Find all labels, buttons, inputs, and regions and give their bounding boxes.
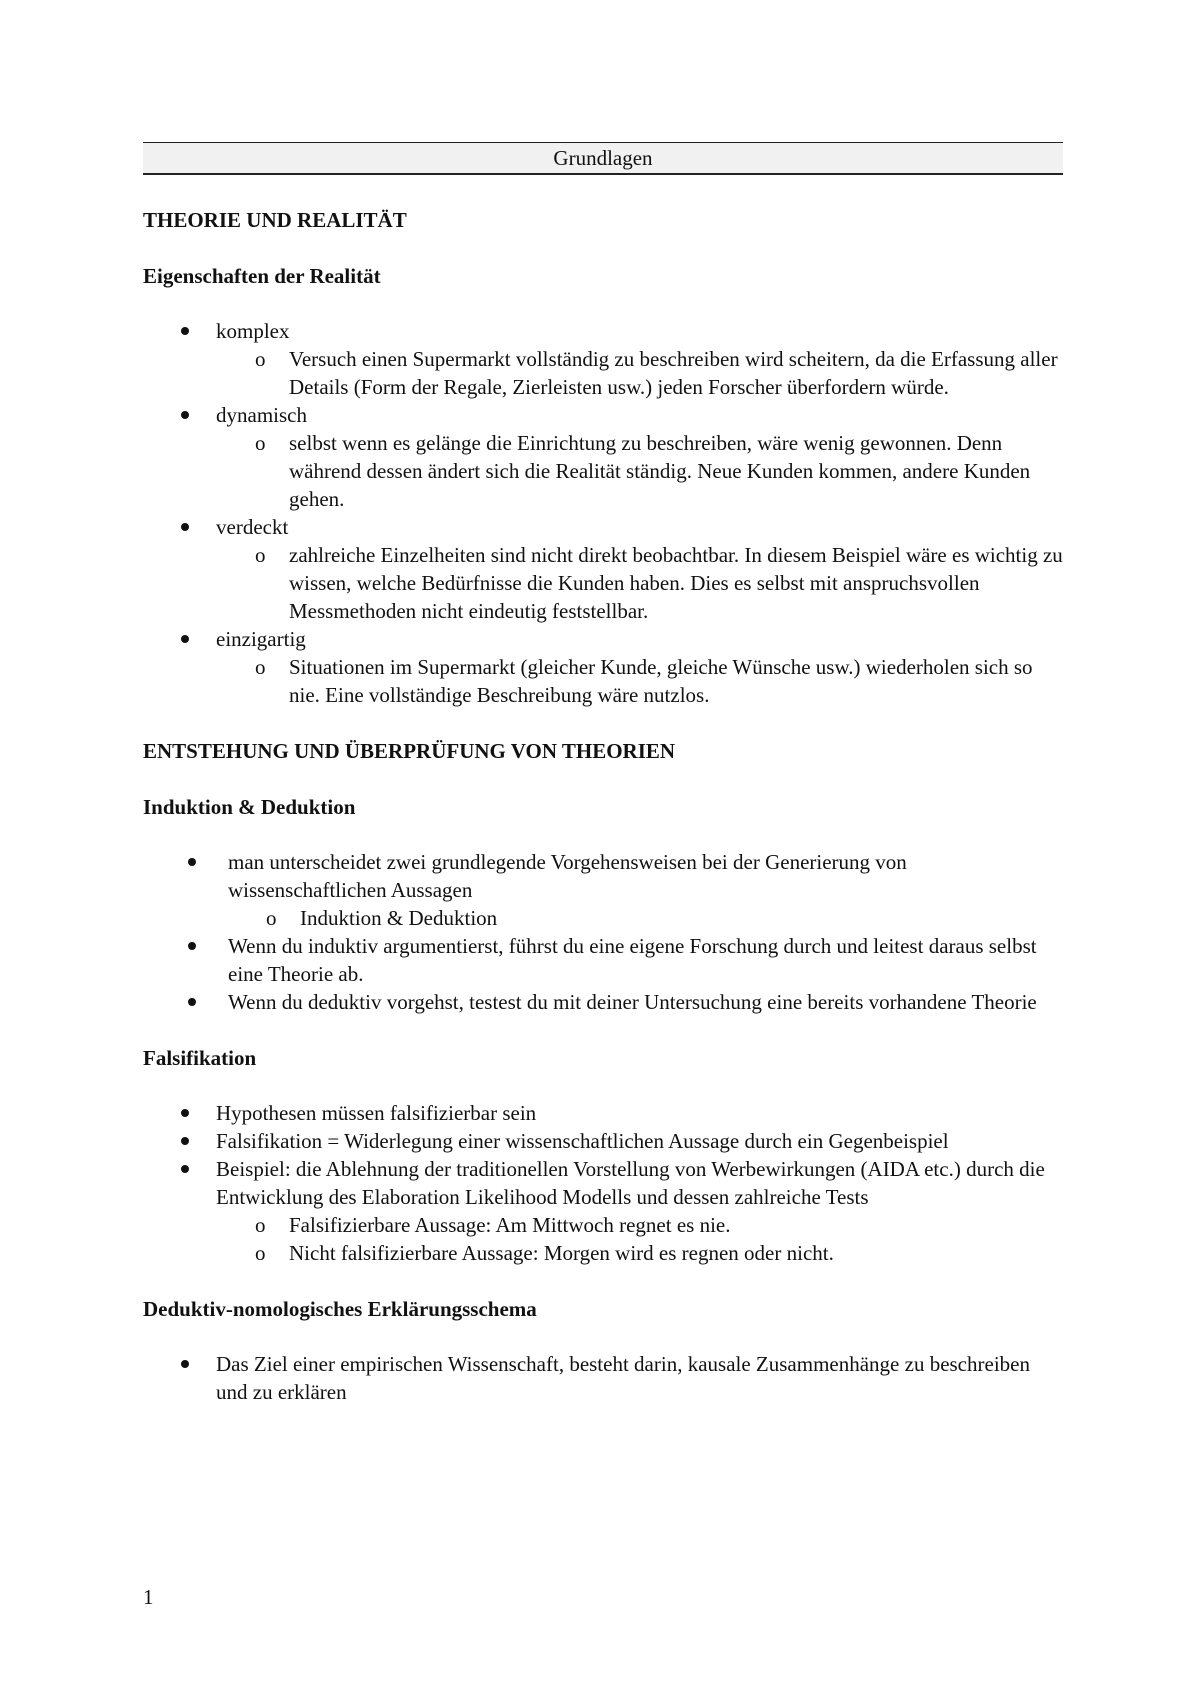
sub-list-item-text: Versuch einen Supermarkt vollständig zu beschreiben wird scheitern, da die Erfassung aller Details (Form der Regale, Zierleisten usw.) jeden Forscher überfordern würde. [289, 347, 1058, 399]
sub-list-item-text: zahlreiche Einzelheiten sind nicht direkt beobachtbar. In diesem Beispiel wäre es wichtig zu wissen, welche Bedürfnisse die Kunden haben. Dies es selbst mit anspruchsvollen Messmethoden nicht eindeutig feststellbar. [289, 543, 1063, 623]
circle-bullet-icon: o [255, 655, 266, 679]
page-number: 1 [143, 1585, 154, 1609]
bullet-icon [181, 1137, 189, 1145]
list-eigenschaften [143, 317, 1063, 709]
list-item [143, 1099, 1063, 1127]
list-item [143, 988, 1063, 1016]
bullet-icon [181, 635, 189, 643]
sub-list-item-text: Situationen im Supermarkt (gleicher Kunde, gleiche Wünsche usw.) wiederholen sich so nie. Eine vollständige Beschreibung wäre nutzlos. [289, 655, 1033, 707]
bullet-icon [181, 1109, 189, 1117]
subheading-dn-schema: Deduktiv-nomologisches Erklärungsschema [143, 1297, 537, 1321]
list-item-label: Falsifikation = Widerlegung einer wissenschaftlichen Aussage durch ein Gegenbeispiel [216, 1129, 949, 1153]
circle-bullet-icon: o [255, 347, 266, 371]
list-item-label: verdeckt [216, 515, 289, 539]
section-heading-entstehung: ENTSTEHUNG UND ÜBERPRÜFUNG VON THEORIEN [143, 739, 676, 763]
sub-list-item-text: Induktion & Deduktion [300, 906, 498, 930]
bullet-icon [188, 998, 196, 1006]
bullet-icon [181, 1165, 189, 1173]
circle-bullet-icon: o [266, 906, 277, 930]
sub-list-item-text: Falsifizierbare Aussage: Am Mittwoch regnet es nie. [289, 1213, 731, 1237]
list-item [143, 317, 1063, 401]
list-item-label: Wenn du deduktiv vorgehst, testest du mit deiner Untersuchung eine bereits vorhandene Theorie [228, 990, 1037, 1014]
sub-list-item [143, 429, 1063, 513]
subheading-eigenschaften: Eigenschaften der Realität [143, 264, 381, 288]
bullet-icon [181, 327, 189, 335]
sub-list-item [143, 345, 1063, 401]
list-item [143, 1350, 1063, 1406]
sub-list-item [143, 904, 1063, 932]
sub-list-item-text: Nicht falsifizierbare Aussage: Morgen wird es regnen oder nicht. [289, 1241, 834, 1265]
circle-bullet-icon: o [255, 431, 266, 455]
list-item [143, 1127, 1063, 1155]
section-heading-theorie: THEORIE UND REALITÄT [143, 208, 407, 232]
list-dn-schema [143, 1350, 1063, 1406]
list-induktion [143, 848, 1063, 1016]
sub-list-item-text: selbst wenn es gelänge die Einrichtung zu beschreiben, wäre wenig gewonnen. Denn während dessen ändert sich die Realität ständig. Neue Kunden kommen, andere Kunden gehen. [289, 431, 1031, 511]
header-title: Grundlagen [553, 146, 653, 170]
list-item [143, 401, 1063, 513]
sub-list-item [143, 1239, 1063, 1267]
list-item-label: man unterscheidet zwei grundlegende Vorgehensweisen bei der Generierung von wissenschaftlichen Aussagen [228, 850, 907, 902]
list-item-label: Wenn du induktiv argumentierst, führst du eine eigene Forschung durch und leitest daraus selbst eine Theorie ab. [228, 934, 1037, 986]
bullet-icon [188, 858, 196, 866]
list-item [143, 1155, 1063, 1267]
list-item-label: Beispiel: die Ablehnung der traditionellen Vorstellung von Werbewirkungen (AIDA etc.) durch die Entwicklung des Elaboration Likelihood Modells und dessen zahlreiche Tests [216, 1157, 1045, 1209]
sub-list-item [143, 1211, 1063, 1239]
list-item [143, 932, 1063, 988]
list-item [143, 848, 1063, 932]
list-item-label: dynamisch [216, 403, 307, 427]
subheading-induktion: Induktion & Deduktion [143, 795, 356, 819]
running-header [143, 142, 1063, 175]
circle-bullet-icon: o [255, 543, 266, 567]
document-body [143, 206, 1063, 1406]
list-item [143, 513, 1063, 625]
list-item [143, 625, 1063, 709]
bullet-icon [181, 1360, 189, 1368]
bullet-icon [181, 411, 189, 419]
circle-bullet-icon: o [255, 1213, 266, 1237]
list-item-label: komplex [216, 319, 290, 343]
subheading-falsifikation: Falsifikation [143, 1046, 257, 1070]
list-item-label: Hypothesen müssen falsifizierbar sein [216, 1101, 537, 1125]
sub-list-item [143, 653, 1063, 709]
bullet-icon [181, 523, 189, 531]
sub-list-item [143, 541, 1063, 625]
circle-bullet-icon: o [255, 1241, 266, 1265]
list-item-label: Das Ziel einer empirischen Wissenschaft, besteht darin, kausale Zusammenhänge zu beschreiben und zu erklären [216, 1352, 1030, 1404]
bullet-icon [188, 942, 196, 950]
list-item-label: einzigartig [216, 627, 306, 651]
list-falsifikation [143, 1099, 1063, 1267]
